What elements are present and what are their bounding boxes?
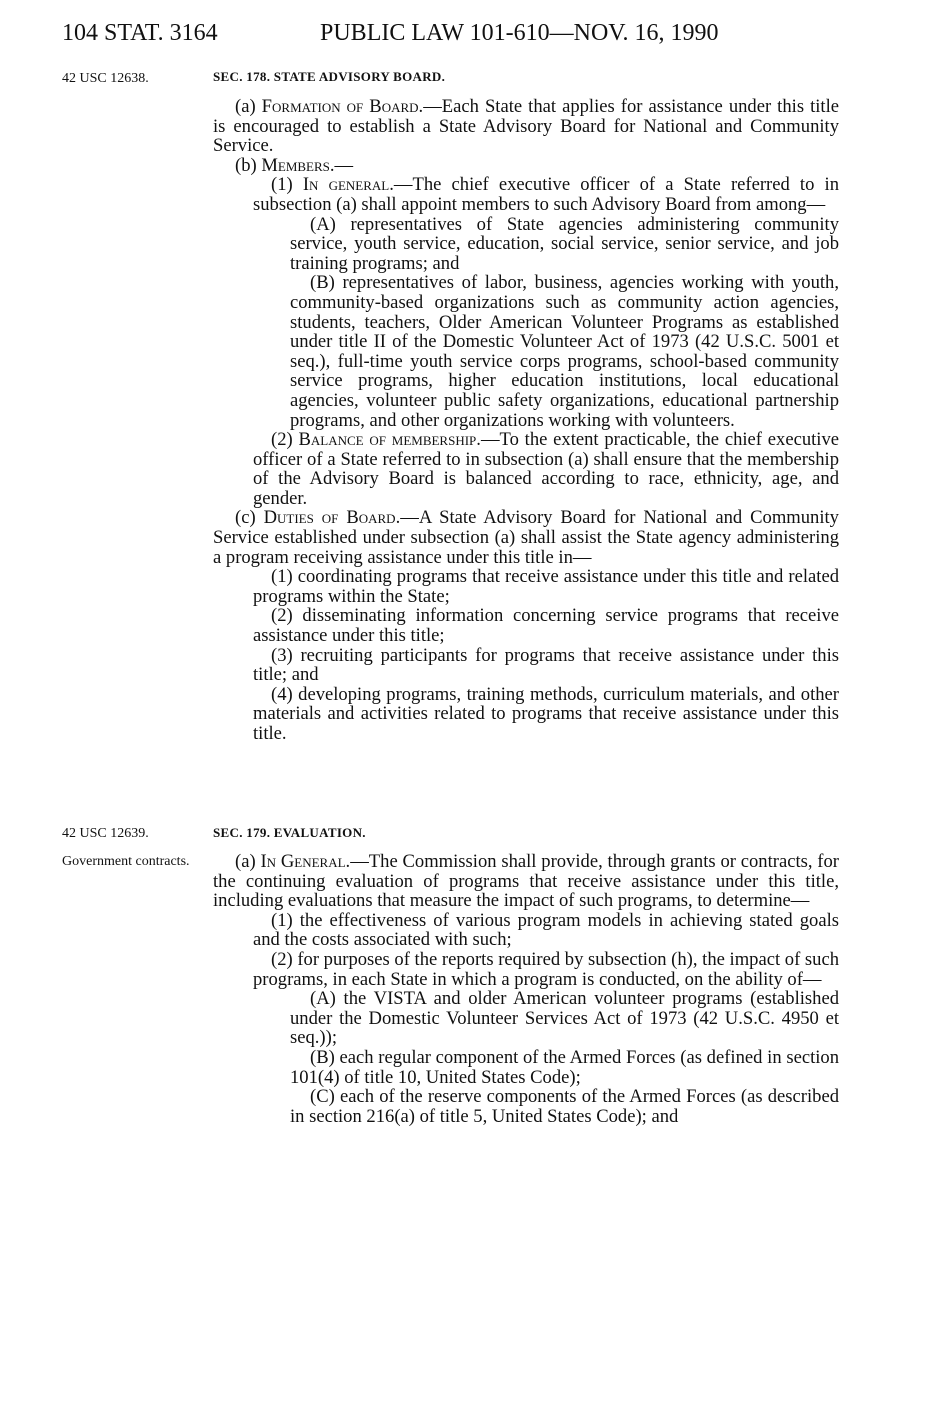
paragraph-a1: (1) the effectiveness of various program models in achieving stated goals and the costs associated with such; <box>253 909 839 951</box>
subsection-c: (c) Duties of Board.—A State Advisory Board for National and Community Service established under subsection (a) shall assist the State agency administering a program receiving assistance under this title in— <box>213 507 839 568</box>
section-178 <box>213 68 839 744</box>
caption: Formation of Board. <box>261 96 424 117</box>
section-heading: SEC. 179. EVALUATION. <box>213 825 366 840</box>
subparagraph-a2A: (A) the VISTA and older American volunteer programs (established under the Domestic Volunteer Services Act of 1973 (42 U.S.C. 4950 et seq.)); <box>290 988 839 1049</box>
caption: Duties of Board. <box>263 507 401 529</box>
paragraph-c4: (4) developing programs, training methods, curriculum materials, and other materials and activities related to programs that receive assistance under this title. <box>253 683 839 744</box>
paragraph-c1: (1) coordinating programs that receive assistance under this title and related programs within the State; <box>253 566 839 607</box>
paragraph-a2: (2) for purposes of the reports required by subsection (h), the impact of such programs, in each State in which a program is conducted, on the ability of— <box>253 948 839 990</box>
page-header <box>62 20 842 54</box>
section-179 <box>213 824 839 1126</box>
subparagraph-b1B: (B) representatives of labor, business, agencies working with youth, community-based organizations such as community action agencies, students, teachers, Older American Volunteer Programs as established under title II of the Domestic Volunteer Act of 1973 (42 U.S.C. 5001 et seq.), full-time youth service corps programs, school-based community service programs, higher education institutions, local educational agencies, volunteer public safety organizations, educational partnership programs, and other organizations working with volunteers. <box>290 272 839 431</box>
stat-page-number: 104 STAT. 3164 <box>62 20 218 46</box>
subparagraph-b1A: (A) representatives of State agencies administering community service, youth service, education, social service, senior service, and job training programs; and <box>290 213 839 274</box>
paragraph-c3: (3) recruiting participants for programs that receive assistance under this title; and <box>253 644 839 686</box>
margin-usc-12638: 42 USC 12638. <box>62 71 149 86</box>
subsection-a: (a) Formation of Board.—Each State that applies for assistance under this title is encouraged to establish a State Advisory Board for National and Community Service. <box>213 96 839 157</box>
caption: Balance of membership. <box>298 429 481 451</box>
paragraph-b1: (1) In general.—The chief executive officer of a State referred to in subsection (a) shall appoint members to such Advisory Board from among— <box>253 174 839 215</box>
subparagraph-a2B: (B) each regular component of the Armed Forces (as defined in section 101(4) of title 10, United States Code); <box>290 1046 839 1088</box>
section-heading: SEC. 178. STATE ADVISORY BOARD. <box>213 69 446 84</box>
caption: In General. <box>260 851 351 872</box>
paragraph-c2: (2) disseminating information concerning service programs that receive assistance under this title; <box>253 605 839 647</box>
margin-government-contracts: Government contracts. <box>62 854 190 869</box>
subparagraph-a2C: (C) each of the reserve components of the Armed Forces (as described in section 216(a) of title 5, United States Code); and <box>290 1086 839 1127</box>
subsection-a: (a) In General.—The Commission shall provide, through grants or contracts, for the continuing evaluation of programs that receive assistance under this title, including evaluations that measure the impact of such programs, to determine— <box>213 851 839 912</box>
subsection-b: (b) Members.— <box>235 154 354 176</box>
caption: Members. <box>261 154 335 176</box>
caption: In general. <box>302 174 394 196</box>
paragraph-b2: (2) Balance of membership.—To the extent practicable, the chief executive officer of a State referred to in subsection (a) shall ensure that the membership of the Advisory Board is balanced according to race, ethnicity, age, and gender. <box>253 429 840 509</box>
public-law-citation: PUBLIC LAW 101-610—NOV. 16, 1990 <box>320 20 719 46</box>
margin-usc-12639: 42 USC 12639. <box>62 826 149 841</box>
